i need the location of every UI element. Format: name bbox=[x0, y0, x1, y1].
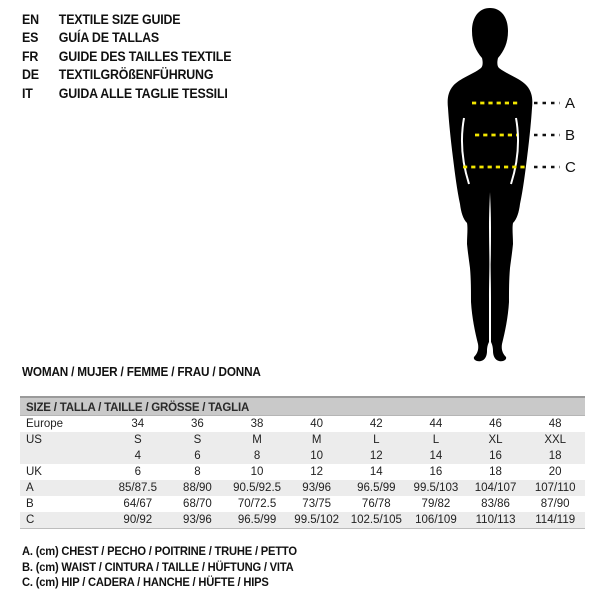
measurement-legend bbox=[22, 544, 297, 591]
row-label: A bbox=[26, 482, 34, 494]
language-title: TEXTILGRÖßENFÜHRUNG bbox=[58, 67, 214, 83]
size-cell: L bbox=[432, 434, 440, 446]
size-cell: S bbox=[193, 434, 202, 446]
size-cell: 68/70 bbox=[183, 498, 212, 510]
language-row-de bbox=[22, 66, 335, 85]
size-cell: 14 bbox=[429, 450, 443, 462]
size-cell: 34 bbox=[131, 418, 145, 430]
size-cell: XL bbox=[488, 434, 503, 446]
section-heading-woman: WOMAN / MUJER / FEMME / FRAU / DONNA bbox=[22, 365, 261, 379]
size-cell: 96.5/99 bbox=[237, 514, 277, 526]
table-row-chest-a bbox=[20, 480, 585, 496]
size-cell: 4 bbox=[134, 450, 142, 462]
size-cell: 73/75 bbox=[302, 498, 332, 510]
size-table-header: SIZE / TALLA / TAILLE / GRÖSSE / TAGLIA bbox=[20, 396, 585, 416]
table-row-waist-b bbox=[20, 496, 585, 512]
size-cell: 110/113 bbox=[475, 514, 516, 526]
language-title: GUIDA ALLE TAGLIE TESSILI bbox=[58, 85, 228, 101]
woman-silhouette-figure bbox=[413, 6, 600, 366]
marker-label-a: A bbox=[565, 95, 576, 112]
language-row-fr bbox=[22, 47, 335, 66]
size-cell: 36 bbox=[191, 418, 204, 430]
size-cell: XXL bbox=[544, 434, 567, 446]
language-code: EN bbox=[22, 11, 39, 27]
legend-line-hip: C. (cm) HIP / CADERA / HANCHE / HÜFTE / HIPS bbox=[22, 575, 269, 589]
table-row-europe bbox=[20, 416, 585, 432]
size-cell: 10 bbox=[250, 466, 264, 478]
size-cell: 20 bbox=[548, 466, 562, 478]
size-table bbox=[20, 396, 585, 529]
size-cell: 70/72.5 bbox=[237, 498, 277, 510]
size-cell: S bbox=[133, 434, 142, 446]
row-label: UK bbox=[26, 466, 42, 478]
row-label: B bbox=[26, 498, 34, 510]
size-cell: 87/90 bbox=[540, 498, 570, 510]
size-cell: 114/119 bbox=[535, 514, 576, 526]
language-title: TEXTILE SIZE GUIDE bbox=[58, 11, 181, 27]
table-row-us-letters bbox=[20, 432, 585, 448]
legend-line-chest: A. (cm) CHEST / PECHO / POITRINE / TRUHE / PETTO bbox=[22, 544, 297, 558]
marker-label-c: C bbox=[565, 159, 576, 176]
marker-label-b: B bbox=[565, 127, 576, 144]
size-cell: M bbox=[311, 434, 322, 446]
size-cell: 93/96 bbox=[302, 482, 332, 494]
size-cell: 104/107 bbox=[474, 482, 517, 494]
size-cell: 90.5/92.5 bbox=[233, 482, 282, 494]
language-code: IT bbox=[22, 85, 33, 101]
size-cell: 16 bbox=[429, 466, 443, 478]
size-cell: 18 bbox=[548, 450, 562, 462]
table-row-us-numbers bbox=[20, 448, 585, 464]
size-cell: 79/82 bbox=[421, 498, 451, 510]
language-title: GUÍA DE TALLAS bbox=[58, 30, 160, 46]
size-cell: 90/92 bbox=[123, 514, 153, 526]
size-cell: 8 bbox=[253, 450, 261, 462]
size-cell: 48 bbox=[548, 418, 562, 430]
size-cell: 38 bbox=[250, 418, 264, 430]
row-label: Europe bbox=[26, 418, 64, 430]
size-cell: 106/109 bbox=[415, 514, 457, 526]
language-code: ES bbox=[22, 30, 39, 46]
row-label: US bbox=[26, 434, 42, 446]
table-row-uk bbox=[20, 464, 585, 480]
size-cell: 40 bbox=[310, 418, 324, 430]
legend-line-waist: B. (cm) WAIST / CINTURA / TAILLE / HÜFTUNG / VITA bbox=[22, 559, 294, 574]
size-cell: 10 bbox=[310, 450, 324, 462]
size-cell: 99.5/103 bbox=[413, 482, 459, 494]
size-cell: 85/87.5 bbox=[118, 482, 157, 494]
size-cell: 8 bbox=[194, 466, 201, 478]
size-cell: 14 bbox=[369, 466, 383, 478]
language-code: FR bbox=[22, 48, 39, 64]
size-cell: 16 bbox=[489, 450, 502, 462]
language-title-list bbox=[22, 10, 335, 103]
size-cell: 6 bbox=[134, 466, 142, 478]
language-row-en bbox=[22, 10, 335, 29]
size-cell: 93/96 bbox=[183, 514, 212, 526]
language-row-it bbox=[22, 84, 335, 103]
size-cell: 83/86 bbox=[481, 498, 510, 510]
size-cell: 12 bbox=[310, 466, 324, 478]
language-code: DE bbox=[22, 67, 39, 83]
table-row-hip-c bbox=[20, 512, 585, 528]
size-cell: 76/78 bbox=[361, 498, 391, 510]
size-cell: 44 bbox=[429, 418, 443, 430]
size-cell: L bbox=[373, 434, 380, 446]
size-cell: 18 bbox=[489, 466, 502, 478]
size-cell: 99.5/102 bbox=[294, 514, 340, 526]
size-cell: M bbox=[252, 434, 262, 446]
size-cell: 12 bbox=[369, 450, 383, 462]
size-cell: 88/90 bbox=[183, 482, 212, 494]
row-label bbox=[20, 448, 108, 464]
size-cell: 96.5/99 bbox=[357, 482, 396, 494]
language-title: GUIDE DES TAILLES TEXTILE bbox=[58, 48, 232, 64]
size-cell: 6 bbox=[194, 450, 201, 462]
size-cell: 64/67 bbox=[123, 498, 153, 510]
woman-silhouette-icon bbox=[448, 8, 533, 361]
language-row-es bbox=[22, 29, 335, 48]
size-cell: 42 bbox=[369, 418, 383, 430]
row-label: C bbox=[26, 514, 35, 526]
size-cell: 46 bbox=[489, 418, 502, 430]
size-cell: 107/110 bbox=[534, 482, 576, 494]
size-cell: 102.5/105 bbox=[350, 514, 402, 526]
